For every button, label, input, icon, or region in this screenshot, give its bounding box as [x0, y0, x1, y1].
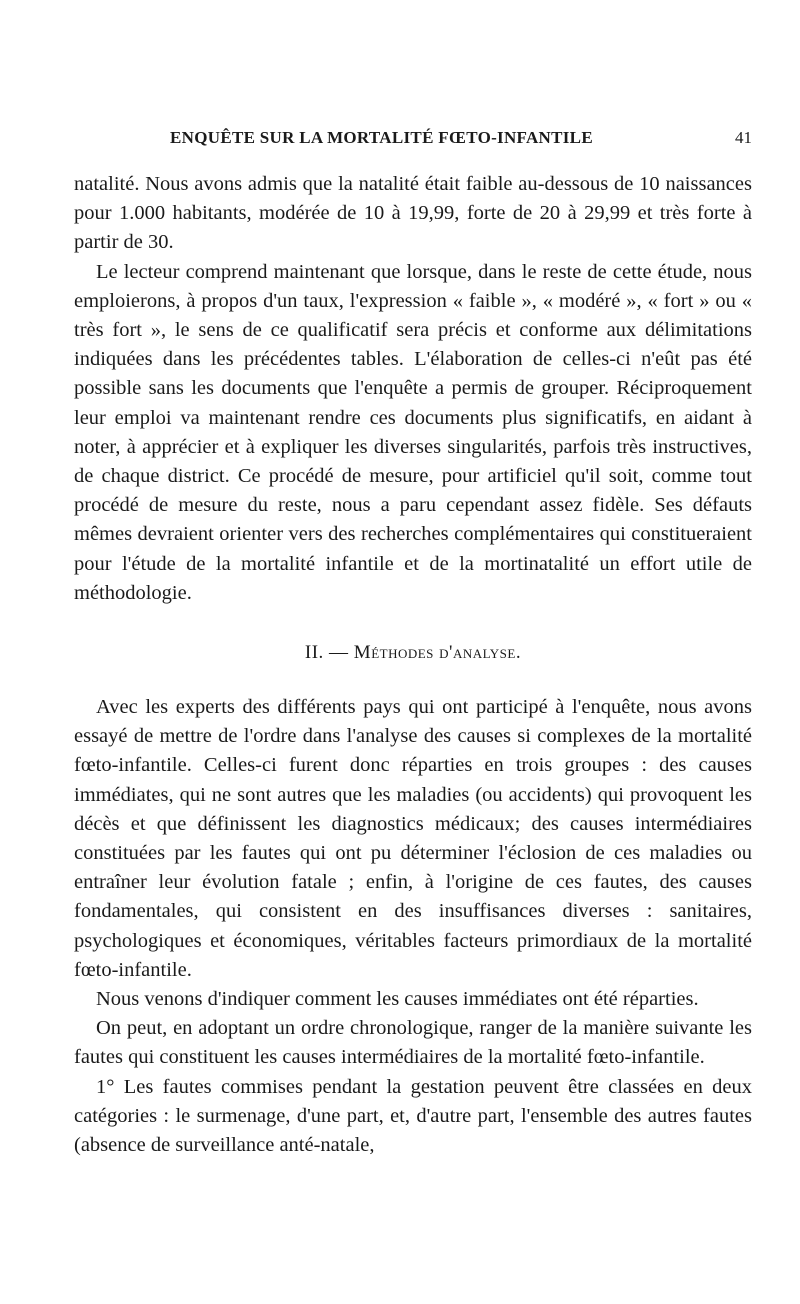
page-number: 41	[735, 128, 752, 147]
paragraph-lecteur: Le lecteur comprend maintenant que lorsque, dans le reste de cette étude, nous emploierons, à propos d'un taux, l'expression « faible », « modéré », « fort » ou « très fort », le sens de ce qualificatif sera précis et conforme aux délimitations indiquées dans les précédentes tables. L'élaboration de celles-ci n'eût pas été possible sans les documents que l'enquête a permis de grouper. Réciproquement leur emploi va maintenant rendre ces documents plus significatifs, en aidant à noter, à apprécier et à expliquer les diverses singularités, parfois très instructives, de chaque district. Ce procédé de mesure, pour artificiel qu'il soit, comme tout procédé de mesure du reste, nous a paru cependant assez fidèle. Ses défauts mêmes devraient orienter vers des recherches complémentaires qui constitueraient pour l'étude de la mortalité infantile et de la mortinatalité un effort utile de méthodologie.	[74, 260, 752, 604]
book-page	[74, 128, 752, 1160]
paragraph-experts: Avec les experts des différents pays qui ont participé à l'enquête, nous avons essayé de mettre de l'ordre dans l'analyse des causes si complexes de la mortalité fœto-infantile. Celles-ci furent donc réparties en trois groupes : des causes immédiates, qui ne sont autres que les maladies (ou accidents) qui provoquent les décès et que définissent les diagnostics médicaux; des causes intermédiaires constituées par les fautes qui ont pu déterminer l'éclosion de ces maladies ou entraîner leur évolution fatale ; enfin, à l'origine de ces fautes, des causes fondamentales, qui consistent en des insuffisances diverses : sanitaires, psychologiques et économiques, véritables facteurs primordiaux de la mortalité fœto-infantile.	[74, 696, 752, 981]
running-title: ENQUÊTE SUR LA MORTALITÉ FŒTO-INFANTILE	[170, 128, 593, 147]
paragraph-ordre-chronologique: On peut, en adoptant un ordre chronologique, ranger de la manière suivante les fautes qui constituent les causes intermédiaires de la mortalité fœto-infantile.	[74, 1017, 752, 1069]
body-text	[74, 170, 752, 1160]
running-head	[74, 128, 752, 156]
paragraph-gestation: 1° Les fautes commises pendant la gestation peuvent être classées en deux catégories : le surmenage, d'une part, et, d'autre part, l'ensemble des autres fautes (absence de surveillance anté-natale,	[74, 1075, 752, 1157]
paragraph-causes-immediates: Nous venons d'indiquer comment les causes immédiates ont été réparties.	[96, 988, 699, 1011]
paragraph-natalite: natalité. Nous avons admis que la natalité était faible au-dessous de 10 naissances pour 1.000 habitants, modérée de 10 à 19,99, forte de 20 à 29,99 et très forte à partir de 30.	[74, 173, 752, 254]
section-number: II. —	[304, 642, 349, 664]
section-heading	[74, 638, 752, 667]
section-title: Méthodes d'analyse.	[353, 642, 522, 664]
